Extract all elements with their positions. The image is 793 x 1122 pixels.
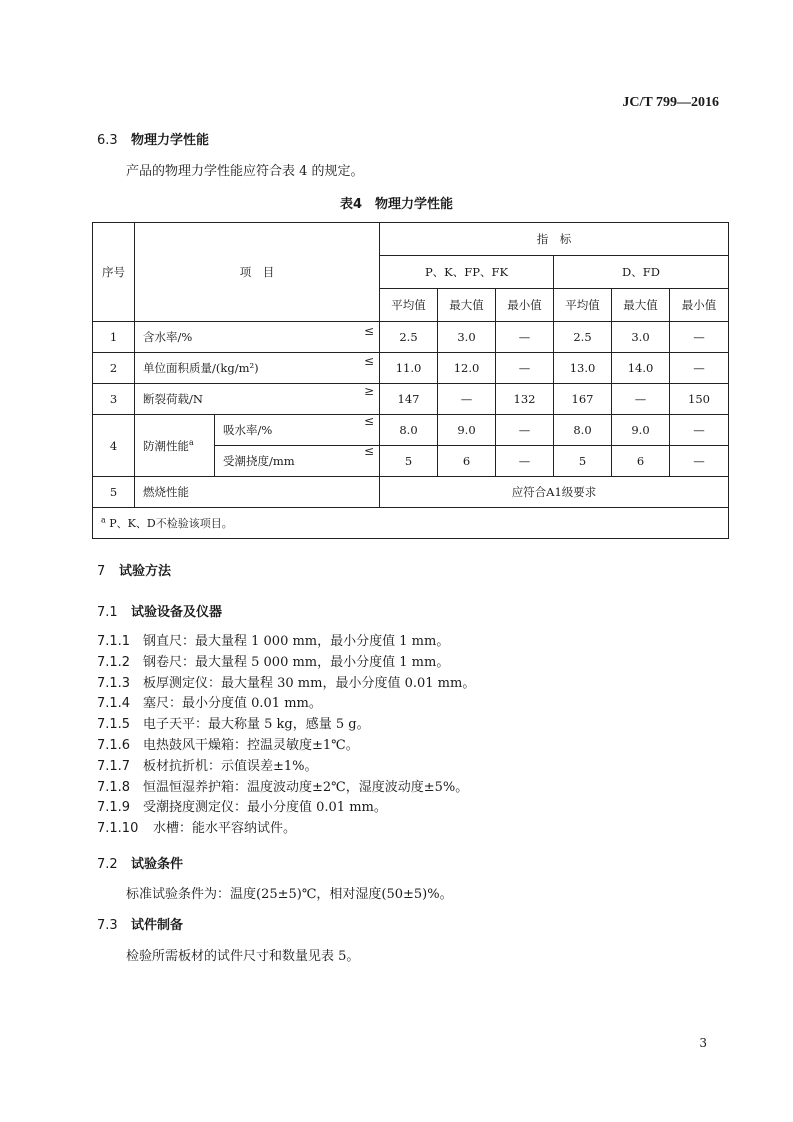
section-7-2-text: 标准试验条件为：温度(25±5)℃，相对湿度(50±5)%。 (126, 887, 453, 902)
table-footnote-row (93, 508, 729, 539)
page-number: 3 (699, 1036, 707, 1050)
cell-value: 150 (670, 384, 729, 415)
row-number: 4 (93, 415, 135, 477)
cell-value: 8.0 (554, 415, 612, 446)
cell-value: 5 (380, 446, 438, 477)
row-number: 3 (93, 384, 135, 415)
equipment-list (97, 632, 475, 840)
header-min: 最小值 (496, 289, 554, 322)
footnote-marker: a (189, 437, 194, 447)
cell-value: — (670, 446, 729, 477)
section-number: 7.3 (97, 918, 118, 933)
list-item: 7.1.2 钢卷尺：最大量程 5 000 mm，最小分度值 1 mm。 (97, 654, 450, 670)
list-item: 7.1.4 塞尺：最小分度值 0.01 mm。 (97, 696, 322, 712)
cell-value: 2.5 (380, 322, 438, 353)
section-title: 试验条件 (131, 857, 184, 872)
cell-value: — (496, 353, 554, 384)
header-seq: 序号 (93, 223, 135, 322)
cell-value: — (670, 322, 729, 353)
section-7-3-heading (97, 914, 183, 933)
table-row (93, 415, 729, 446)
cell-value: 147 (380, 384, 438, 415)
section-number: 7.2 (97, 857, 118, 872)
section-title: 试验设备及仪器 (131, 605, 223, 620)
section-title: 试验方法 (119, 564, 172, 579)
cell-value: — (612, 384, 670, 415)
cell-value: — (496, 446, 554, 477)
cell-value: 12.0 (438, 353, 496, 384)
header-avg: 平均值 (380, 289, 438, 322)
cell-value: 11.0 (380, 353, 438, 384)
row-number: 1 (93, 322, 135, 353)
list-item: 7.1.1 钢直尺：最大量程 1 000 mm，最小分度值 1 mm。 (97, 634, 450, 649)
comparison-sign: ≤ (364, 324, 375, 338)
cell-value: 6 (612, 446, 670, 477)
cell-value: — (496, 322, 554, 353)
cell-value: 6 (438, 446, 496, 477)
header-item: 项 目 (135, 223, 380, 322)
cell-value: 8.0 (380, 415, 438, 446)
list-item: 7.1.9 受潮挠度测定仪：最小分度值 0.01 mm。 (97, 800, 387, 816)
section-6-3-text: 产品的物理力学性能应符合表 4 的规定。 (126, 164, 364, 179)
cell-value: 2.5 (554, 322, 612, 353)
section-title: 试件制备 (131, 918, 184, 933)
row-number: 5 (93, 477, 135, 508)
list-item: 7.1.8 恒温恒湿养护箱：温度波动度±2℃，湿度波动度±5%。 (97, 779, 469, 795)
list-item: 7.1.7 板材抗折机：示值误差±1%。 (97, 758, 318, 774)
cell-value: 13.0 (554, 353, 612, 384)
comparison-sign: ≤ (364, 414, 375, 428)
section-number: 7.1 (97, 605, 118, 620)
comparison-sign: ≥ (364, 384, 375, 398)
cell-value: 167 (554, 384, 612, 415)
header-group-1: P、K、FP、FK (380, 256, 554, 289)
header-max: 最大值 (438, 289, 496, 322)
row-item: 燃烧性能 (135, 477, 380, 508)
cell-value: 14.0 (612, 353, 670, 384)
cell-value: 3.0 (612, 322, 670, 353)
section-number: 7 (97, 564, 106, 579)
row-item: 断裂荷载/N (135, 384, 380, 415)
comparison-sign: ≤ (364, 354, 375, 368)
header-index: 指 标 (380, 223, 729, 256)
physical-mechanical-table (92, 222, 729, 539)
row-item: 含水率/% (135, 322, 380, 353)
list-item: 7.1.5 电子天平：最大称量 5 kg，感量 5 g。 (97, 717, 370, 733)
cell-value: — (496, 415, 554, 446)
header-min: 最小值 (670, 289, 729, 322)
section-7-2-heading (97, 853, 183, 872)
footnote-marker: a (101, 515, 106, 525)
cell-value: — (670, 415, 729, 446)
row-item: 单位面积质量/(kg/m²) (135, 353, 380, 384)
cell-value: 3.0 (438, 322, 496, 353)
sub-item: 吸水率/% (215, 415, 380, 446)
section-7-3-text: 检验所需板材的试件尺寸和数量见表 5。 (126, 949, 360, 964)
row-item: 防潮性能$^a$ (135, 415, 215, 477)
section-7-1-heading (97, 601, 222, 620)
cell-value: 132 (496, 384, 554, 415)
cell-value: 9.0 (438, 415, 496, 446)
table-row (93, 384, 729, 415)
cell-value: — (438, 384, 496, 415)
sign-column (364, 316, 374, 466)
header-avg: 平均值 (554, 289, 612, 322)
table-row (93, 322, 729, 353)
section-number: 6.3 (97, 133, 118, 148)
standard-code: JC/T 799—2016 (622, 95, 719, 110)
cell-value: — (670, 353, 729, 384)
comparison-sign: ≤ (364, 444, 375, 458)
list-item: 7.1.10 水槽：能水平容纳试件。 (97, 821, 297, 837)
header-max: 最大值 (612, 289, 670, 322)
table-row (93, 353, 729, 384)
section-7-heading (97, 560, 171, 579)
table-row (93, 477, 729, 508)
section-title: 物理力学性能 (131, 133, 210, 148)
list-item: 7.1.6 电热鼓风干燥箱：控温灵敏度±1℃。 (97, 737, 359, 753)
cell-value: 9.0 (612, 415, 670, 446)
section-6-3-heading (97, 129, 209, 148)
header-group-2: D、FD (554, 256, 729, 289)
row-number: 2 (93, 353, 135, 384)
cell-value: 5 (554, 446, 612, 477)
row-5-value: 应符合A1级要求 (380, 477, 729, 508)
table-title: 表4 物理力学性能 (339, 197, 454, 212)
table-footnote: $^a$ P、K、D不检验该项目。 (93, 508, 729, 539)
list-item: 7.1.3 板厚测定仪：最大量程 30 mm，最小分度值 0.01 mm。 (97, 675, 476, 691)
sub-item: 受潮挠度/mm (215, 446, 380, 477)
